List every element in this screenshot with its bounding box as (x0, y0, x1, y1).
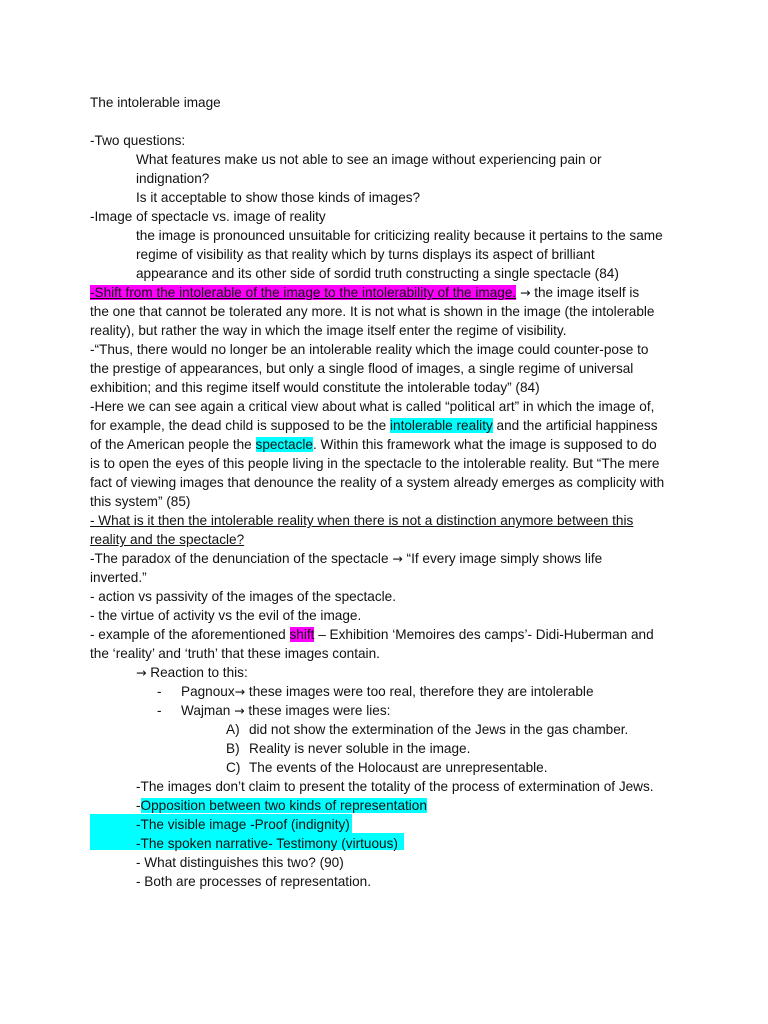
line-paragraph: -Here we can see again a critical view about what is called “political art” in which the image of, (90, 399, 655, 414)
line-visible-image: -The visible image -Proof (indignity) (136, 817, 350, 832)
line-text: – Exhibition ‘Memoires des camps’- Didi-Huberman and (314, 627, 654, 642)
line-paragraph: the ‘reality’ and ‘truth’ that these images contain. (90, 646, 380, 661)
line-paragraph: the image is pronounced unsuitable for criticizing reality because it pertains to the same (136, 228, 663, 243)
line-text: and the artificial happiness (492, 418, 658, 433)
list-item-wajman (181, 701, 390, 720)
line-underlined-question: - What is it then the intolerable reality when there is not a distinction anymore between this (90, 513, 634, 528)
list-item-pagnoux (181, 682, 594, 701)
line-text: -The paradox of the denunciation of the spectacle (90, 551, 393, 566)
line-paragraph (90, 435, 657, 454)
arrow-icon: → (234, 684, 246, 699)
line-opposition (136, 796, 427, 815)
line-paragraph: appearance and its other side of sordid truth constructing a single spectacle (84) (136, 266, 619, 281)
line-text: . Within this framework what the image is supposed to do (312, 437, 657, 452)
list-item-a: did not show the extermination of the Jews in the gas chamber. (249, 722, 629, 737)
line-text: - (136, 798, 141, 813)
line-two-questions: -Two questions: (90, 133, 186, 148)
highlight-shift-heading: -Shift from the intolerable of the image to the intolerability of the image. (90, 285, 517, 300)
list-item-c: The events of the Holocaust are unrepresentable. (249, 760, 548, 775)
line-text: for example, the dead child is supposed to be the (90, 418, 391, 433)
arrow-icon: → (392, 551, 403, 566)
line-paragraph: reality), but rather the way in which the image itself enter the regime of visibility. (90, 323, 567, 338)
line-text: of the American people the (90, 437, 256, 452)
line-question-1-cont: indignation? (136, 171, 210, 186)
arrow-icon: → (234, 703, 245, 718)
line-paragraph (90, 416, 658, 435)
line-paragraph: inverted.” (90, 570, 147, 585)
highlight-shift: shift (289, 627, 315, 642)
line-paragraph: - What distinguishes this two? (90) (136, 855, 344, 870)
line-paragraph: regime of visibility as that reality which by turns displays its aspect of brilliant (136, 247, 595, 262)
arrow-icon: → (136, 665, 147, 680)
line-paragraph: -The images don’t claim to present the totality of the process of extermination of Jews. (136, 779, 654, 794)
line-question-2: Is it acceptable to show those kinds of images? (136, 190, 421, 205)
bullet-dash: - (157, 703, 162, 718)
line-spectacle-vs-reality: -Image of spectacle vs. image of reality (90, 209, 326, 224)
list-marker-b: B) (226, 741, 240, 756)
document-title: The intolerable image (90, 95, 221, 110)
line-paragraph: is to open the eyes of this people living in the spectacle to the intolerable reality. But “The mere (90, 456, 660, 471)
highlight-intolerable-reality: intolerable reality (390, 418, 493, 433)
line-spoken-narrative: -The spoken narrative- Testimony (virtuous) (136, 836, 398, 851)
list-item-b: Reality is never soluble in the image. (249, 741, 471, 756)
list-marker-a: A) (226, 722, 240, 737)
line-paragraph: - Both are processes of representation. (136, 874, 371, 889)
line-paragraph: - action vs passivity of the images of the spectacle. (90, 589, 397, 604)
line-paragraph: - the virtue of activity vs the evil of the image. (90, 608, 362, 623)
line-text: Reaction to this: (146, 665, 248, 680)
line-text: Pagnoux (181, 684, 235, 699)
highlight-spectacle: spectacle (255, 437, 313, 452)
line-text: “If every image simply shows life (402, 551, 603, 566)
line-shift (90, 283, 639, 302)
bullet-dash: - (157, 684, 162, 699)
line-paragraph: the one that cannot be tolerated any more. It is not what is shown in the image (the intolerable (90, 304, 655, 319)
line-underlined-question: reality and the spectacle? (90, 532, 245, 547)
line-paragraph: this system” (85) (90, 494, 191, 509)
line-paradox (90, 549, 602, 568)
line-text: - example of the aforementioned (90, 627, 290, 642)
line-reaction (136, 663, 248, 682)
line-paragraph: the prestige of appearances, but only a single flood of images, a single regime of universal (90, 361, 634, 376)
line-question-1: What features make us not able to see an image without experiencing pain or (136, 152, 602, 167)
line-example (90, 625, 654, 644)
line-text: these images were too real, therefore they are intolerable (245, 684, 594, 699)
line-paragraph: fact of viewing images that denounce the reality of a system already emerges as complicity with (90, 475, 665, 490)
line-paragraph: exhibition; and this regime itself would constitute the intolerable today” (84) (90, 380, 540, 395)
line-text: the image itself is (530, 285, 640, 300)
arrow-icon: → (519, 285, 531, 300)
list-marker-c: C) (226, 760, 241, 775)
highlight-opposition: Opposition between two kinds of representation (140, 798, 427, 813)
line-text: Wajman (181, 703, 235, 718)
line-text: these images were lies: (244, 703, 391, 718)
line-paragraph: -“Thus, there would no longer be an intolerable reality which the image could counter-pose to (90, 342, 649, 357)
